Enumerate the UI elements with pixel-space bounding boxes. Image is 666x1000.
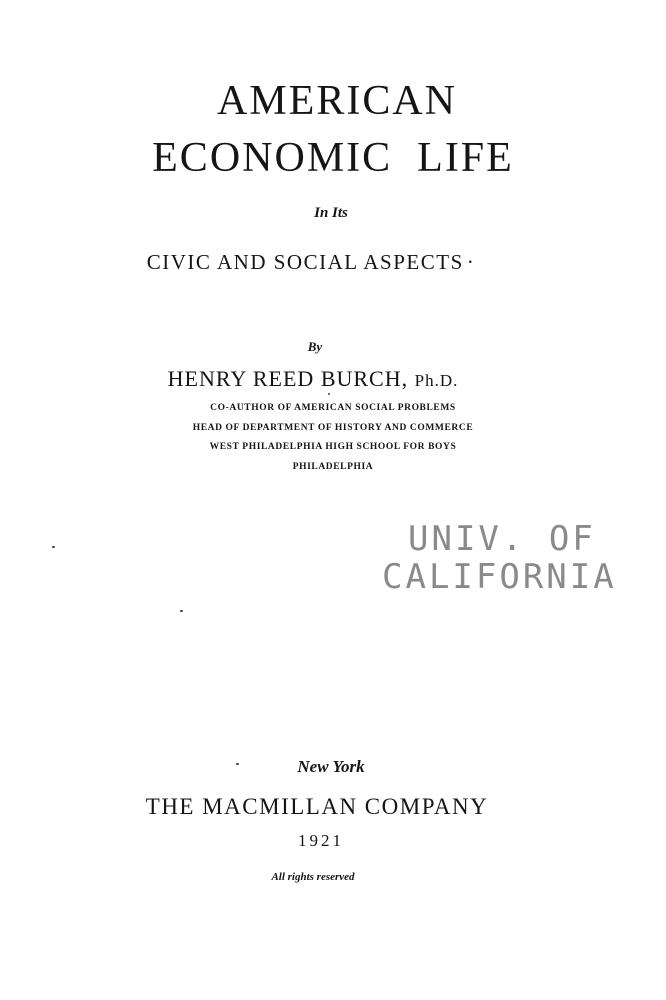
by-label: By [307, 339, 323, 354]
library-perforation-stamp [382, 520, 617, 596]
subtitle-text: CIVIC AND SOCIAL ASPECTS [146, 250, 464, 274]
author-name: HENRY REED BURCH, [167, 366, 409, 391]
author-credit-3: WEST PHILADELPHIA HIGH SCHOOL FOR BOYS [209, 442, 457, 452]
imprint-publisher: THE MACMILLAN COMPANY [145, 794, 489, 819]
stamp-line-2: CALIFORNIA [382, 557, 617, 597]
imprint-rights: All rights reserved [271, 871, 355, 883]
page-speck [180, 610, 183, 612]
imprint-year: 1921 [298, 831, 344, 850]
in-its-label: In Its [314, 205, 348, 221]
author-credit-1: CO-AUTHOR OF AMERICAN SOCIAL PROBLEMS [210, 403, 456, 413]
stamp-line-1: UNIV. OF [408, 519, 596, 559]
imprint-place: New York [297, 757, 365, 776]
subtitle-mark: · [466, 250, 476, 274]
page-speck [52, 546, 55, 548]
title-line-2-text: ECONOMIC LIFE [152, 135, 514, 181]
page-speck [236, 763, 239, 765]
subtitle [0, 252, 644, 273]
title-line-2 [0, 137, 666, 179]
title-line-1: AMERICAN [216, 78, 457, 124]
author-credit-4: PHILADELPHIA [292, 462, 374, 472]
author-credit-2: HEAD OF DEPARTMENT OF HISTORY AND COMMERCE [192, 423, 474, 433]
author-line [0, 368, 646, 390]
page-speck [328, 393, 330, 395]
author-degree: Ph.D. [414, 371, 459, 390]
